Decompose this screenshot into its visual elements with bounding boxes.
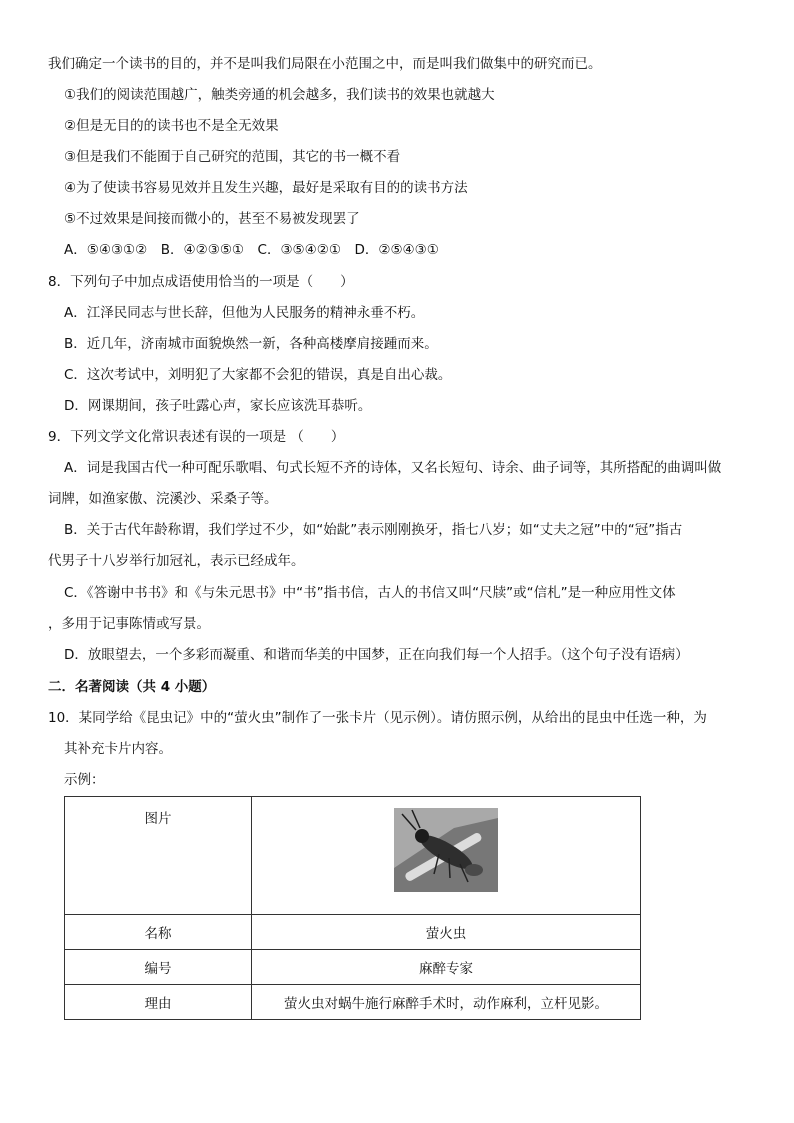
card-image-cell	[252, 797, 641, 915]
q9-option-d: D．放眼望去，一个多彩而凝重、和谐而华美的中国梦，正在向我们每一个人招手。（这个句子没有语病）	[64, 647, 689, 663]
card-number-label: 编号	[65, 950, 252, 985]
q9-option-a-line1: A．词是我国古代一种可配乐歌唱、句式长短不齐的诗体，又名长短句、诗余、曲子词等，其所搭配的曲调叫做	[64, 460, 722, 476]
intro-text: 我们确定一个读书的目的，并不是叫我们局限在小范围之中，而是叫我们做集中的研究而已。	[48, 56, 602, 72]
q8-option-b: B．近几年，济南城市面貌焕然一新，各种高楼摩肩接踵而来。	[64, 336, 438, 352]
q10-stem-line2: 其补充卡片内容。	[64, 741, 172, 757]
card-row-name	[65, 915, 641, 950]
card-name-value: 萤火虫	[252, 915, 641, 950]
card-row-reason	[65, 985, 641, 1020]
q9-option-c-line2: ，多用于记事陈情或写景。	[48, 616, 210, 632]
card-name-label: 名称	[65, 915, 252, 950]
q7-sentence-5: ⑤不过效果是间接而微小的，甚至不易被发现罢了	[64, 211, 360, 227]
q9-option-b-line2: 代男子十八岁举行加冠礼，表示已经成年。	[48, 553, 305, 569]
q10-example-label: 示例：	[64, 772, 105, 788]
card-reason-label: 理由	[65, 985, 252, 1020]
q7-sentence-2: ②但是无目的的读书也不是全无效果	[64, 118, 279, 134]
q7-sentence-3: ③但是我们不能囿于自己研究的范围，其它的书一概不看	[64, 149, 401, 165]
card-reason-value: 萤火虫对蜗牛施行麻醉手术时，动作麻利，立杆见影。	[252, 985, 641, 1020]
q7-sentence-1: ①我们的阅读范围越广，触类旁通的机会越多，我们读书的效果也就越大	[64, 87, 495, 103]
section-heading: 二．名著阅读（共 4 小题）	[48, 679, 216, 695]
firefly-image	[394, 808, 498, 892]
q7-options: A．⑤④③①② B．④②③⑤① C．③⑤④②① D．②⑤④③①	[64, 242, 439, 258]
card-number-value: 麻醉专家	[252, 950, 641, 985]
q8-stem: 8．下列句子中加点成语使用恰当的一项是（ ）	[48, 274, 354, 290]
q9-option-a-line2: 词牌，如渔家傲、浣溪沙、采桑子等。	[48, 491, 278, 507]
card-row-number	[65, 950, 641, 985]
q8-option-d: D．网课期间，孩子吐露心声，家长应该洗耳恭听。	[64, 398, 372, 414]
q9-option-b-line1: B．关于古代年龄称谓，我们学过不少，如“始龀”表示刚刚换牙，指七八岁；如“丈夫之冠”中的“冠”指古	[64, 522, 683, 538]
q10-stem-line1: 10．某同学给《昆虫记》中的“萤火虫”制作了一张卡片（见示例）。请仿照示例，从给出的昆虫中任选一种，为	[48, 710, 707, 726]
q7-sentence-4: ④为了使读书容易见效并且发生兴趣，最好是采取有目的的读书方法	[64, 180, 468, 196]
q9-option-c-line1: C．《答谢中书书》和《与朱元思书》中“书”指书信，古人的书信又叫“尺牍”或“信札”是一种应用性文体	[64, 585, 676, 601]
q8-option-c: C．这次考试中，刘明犯了大家都不会犯的错误，真是自出心裁。	[64, 367, 452, 383]
insect-card-table	[64, 796, 641, 1020]
q8-option-a: A．江泽民同志与世长辞，但他为人民服务的精神永垂不朽。	[64, 305, 425, 321]
q9-stem: 9．下列文学文化常识表述有误的一项是 （ ）	[48, 429, 345, 445]
card-row-image	[65, 797, 641, 915]
card-image-label: 图片	[65, 797, 252, 915]
